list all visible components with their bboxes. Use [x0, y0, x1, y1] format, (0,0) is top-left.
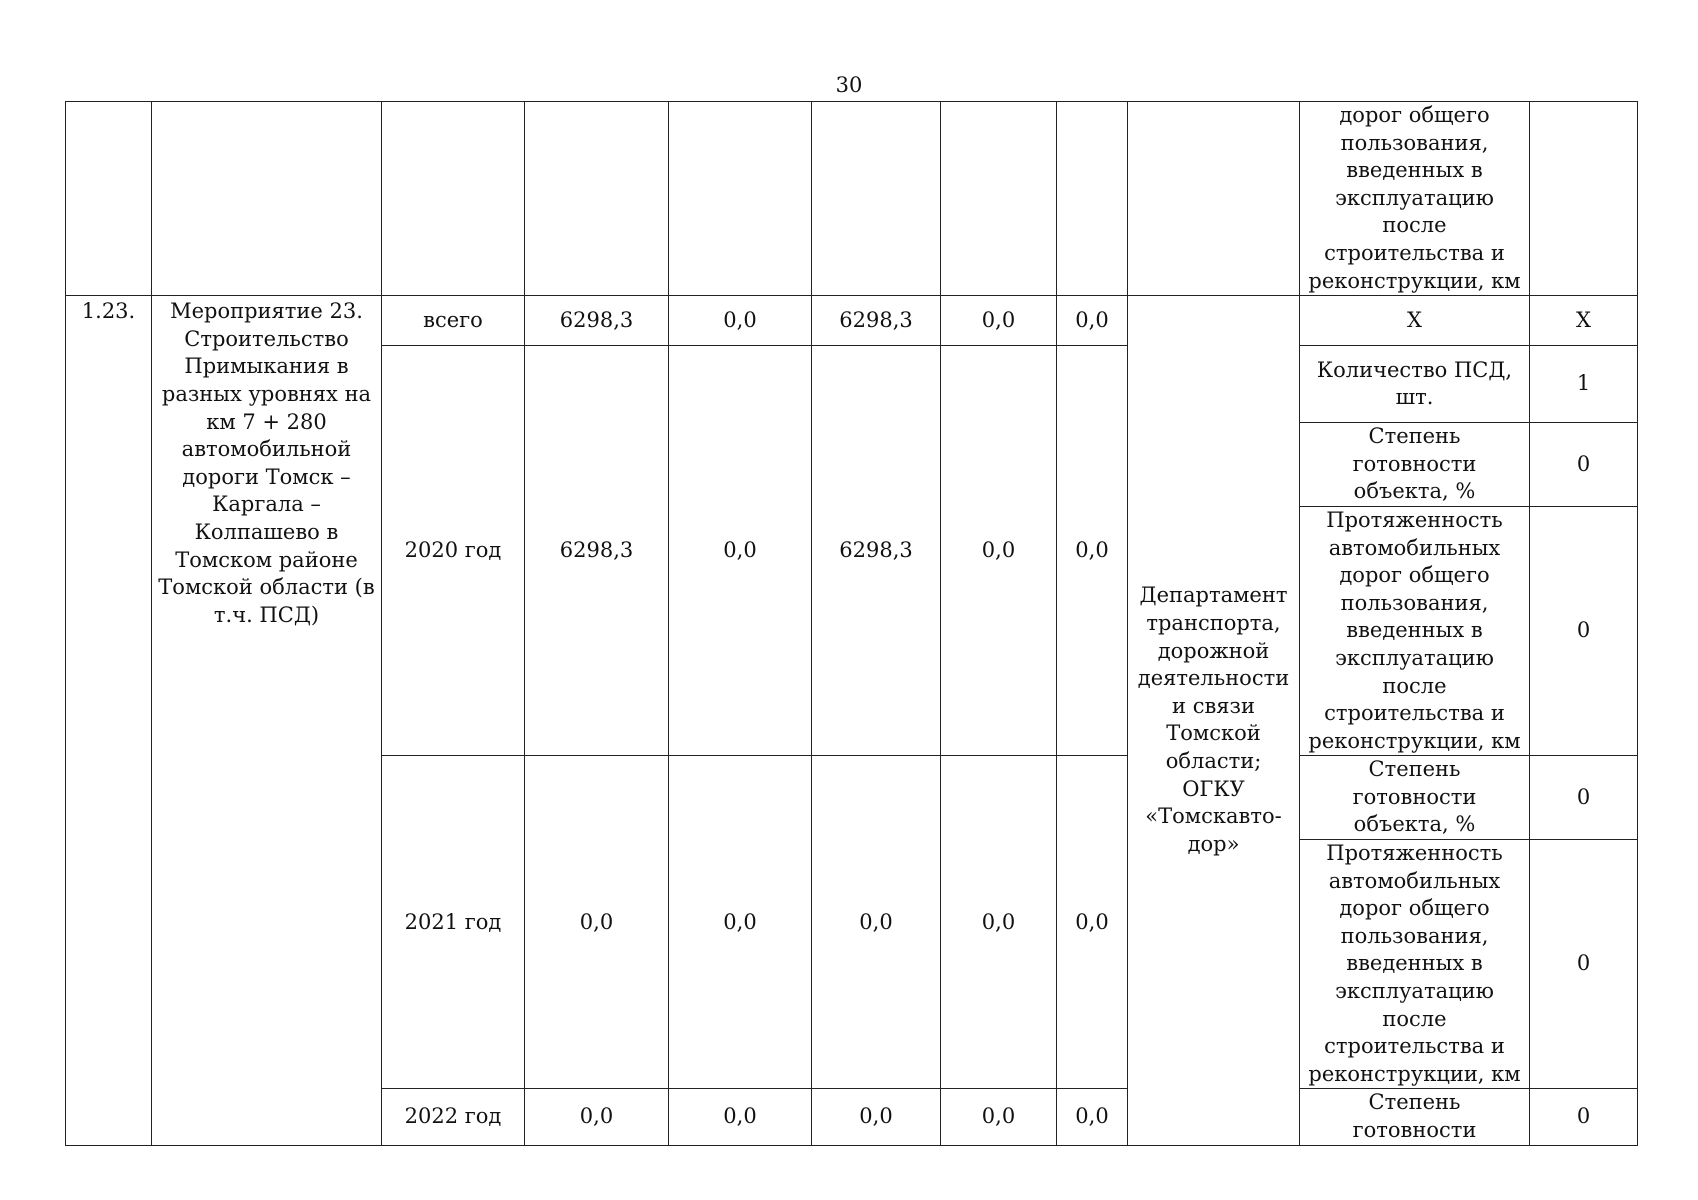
funding-value: 0,0 [669, 346, 812, 756]
indicator-name: Степень готовности объекта, % [1300, 756, 1530, 840]
activity-number: 1.23. [66, 296, 152, 1145]
period-label: 2022 год [382, 1089, 525, 1145]
indicator-name: Протяженность автомобильных дорог общего пользования, введенных в эксплуатацию после строительства и реконструкции, км [1300, 840, 1530, 1089]
indicator-name: Количество ПСД, шт. [1300, 346, 1530, 423]
empty-cell [1128, 102, 1300, 296]
indicator-name: Х [1300, 296, 1530, 346]
page-number: 30 [835, 73, 863, 97]
indicator-name: Протяженность автомобильных дорог общего пользования, введенных в эксплуатацию после строительства и реконструкции, км [1300, 506, 1530, 755]
funding-value: 0,0 [669, 756, 812, 1089]
indicator-value: Х [1530, 296, 1638, 346]
indicator-name: Степень готовности объекта, % [1300, 423, 1530, 507]
funding-value: 6298,3 [525, 296, 669, 346]
empty-cell [941, 102, 1057, 296]
funding-value: 6298,3 [812, 346, 941, 756]
funding-value: 0,0 [1057, 1089, 1128, 1145]
funding-value: 0,0 [941, 756, 1057, 1089]
table-row [66, 296, 1638, 346]
activity-name: Мероприятие 23. Строительство Примыкания в разных уровнях на км 7 + 280 автомобильной дороги Томск – Каргала – Колпашево в Томском районе Томской области (в т.ч. ПСД) [152, 296, 382, 1145]
period-label: 2021 год [382, 756, 525, 1089]
funding-value: 0,0 [669, 296, 812, 346]
indicator-value [1530, 102, 1638, 296]
empty-cell [152, 102, 382, 296]
funding-value: 0,0 [941, 346, 1057, 756]
indicator-value: 0 [1530, 840, 1638, 1089]
empty-cell [525, 102, 669, 296]
empty-cell [812, 102, 941, 296]
period-label: всего [382, 296, 525, 346]
funding-value: 0,0 [1057, 346, 1128, 756]
empty-cell [66, 102, 152, 296]
funding-value: 0,0 [1057, 296, 1128, 346]
program-activities-table [65, 101, 1638, 1146]
funding-value: 0,0 [941, 1089, 1057, 1145]
indicator-value: 0 [1530, 506, 1638, 755]
funding-value: 6298,3 [525, 346, 669, 756]
indicator-value: 1 [1530, 346, 1638, 423]
indicator-value: 0 [1530, 423, 1638, 507]
funding-value: 0,0 [941, 296, 1057, 346]
indicator-value: 0 [1530, 756, 1638, 840]
funding-value: 0,0 [1057, 756, 1128, 1089]
funding-value: 0,0 [525, 756, 669, 1089]
empty-cell [1057, 102, 1128, 296]
funding-value: 0,0 [812, 1089, 941, 1145]
indicator-value: 0 [1530, 1089, 1638, 1145]
empty-cell [382, 102, 525, 296]
funding-value: 0,0 [669, 1089, 812, 1145]
funding-value: 0,0 [812, 756, 941, 1089]
empty-cell [669, 102, 812, 296]
period-label: 2020 год [382, 346, 525, 756]
funding-value: 0,0 [525, 1089, 669, 1145]
executor: Департамент транспорта, дорожной деятельности и связи Томской области; ОГКУ «Томскавто-дор» [1128, 296, 1300, 1145]
indicator-name: Степень готовности [1300, 1089, 1530, 1145]
funding-value: 6298,3 [812, 296, 941, 346]
indicator-name: дорог общего пользования, введенных в эксплуатацию после строительства и реконструкции, км [1300, 102, 1530, 296]
continuation-row [66, 102, 1638, 296]
